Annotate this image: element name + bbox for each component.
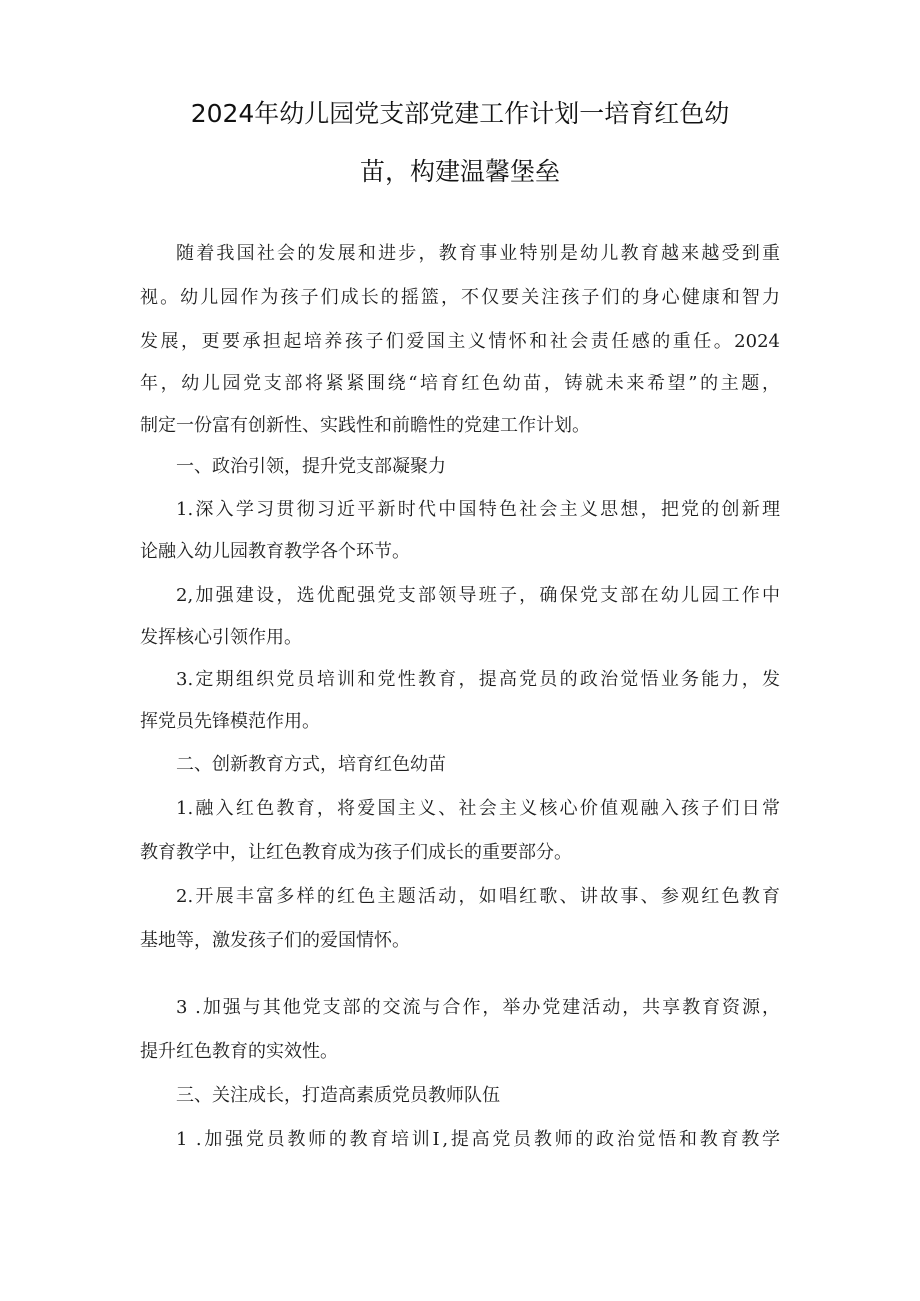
list-item-line: 发挥核心引领作用。 <box>140 627 302 648</box>
paragraph-line: 制定一份富有创新性、实践性和前瞻性的党建工作计划。 <box>140 415 590 436</box>
list-item-line: 3.定期组织党员培训和党性教育，提高党员的政治觉悟业务能力，发 <box>176 669 780 690</box>
list-item-line: 1 .加强党员教师的教育培训Ⅰ,提高党员教师的政治觉悟和教育教学 <box>176 1129 780 1150</box>
paragraph-line: 视。幼儿园作为孩子们成长的摇篮，不仅要关注孩子们的身心健康和智力 <box>140 287 780 308</box>
document-title-line-2: 苗，构建温馨堡垒 <box>359 157 560 186</box>
paragraph-line: 发展，更要承担起培养孩子们爱国主义情怀和社会责任感的重任。2024 <box>140 331 780 352</box>
section-heading: 二、创新教育方式，培育红色幼苗 <box>176 754 446 775</box>
section-heading: 三、关注成长，打造高素质党员教师队伍 <box>176 1085 500 1106</box>
list-item-line: 提升红色教育的实效性。 <box>140 1041 338 1062</box>
list-item-line: 1.深入学习贯彻习近平新时代中国特色社会主义思想，把党的创新理 <box>176 499 780 520</box>
list-item-line: 论融入幼儿园教育教学各个环节。 <box>140 541 410 562</box>
document-title-line-1: 2024年幼儿园党支部党建工作计划一培育红色幼 <box>190 99 730 128</box>
paragraph-line: 随着我国社会的发展和进步，教育事业特别是幼儿教育越来越受到重 <box>176 243 780 264</box>
list-item-line: 基地等，激发孩子们的爱国情怀。 <box>140 930 410 951</box>
list-item-line: 挥党员先锋模范作用。 <box>140 711 320 732</box>
list-item-line: 教育教学中，让红色教育成为孩子们成长的重要部分。 <box>140 842 572 863</box>
list-item-line: 3 .加强与其他党支部的交流与合作，举办党建活动，共享教育资源， <box>176 997 780 1018</box>
list-item-line: 2,加强建设，选优配强党支部领导班子，确保党支部在幼儿园工作中 <box>176 585 780 606</box>
paragraph-line: 年，幼儿园党支部将紧紧围绕“培育红色幼苗，铸就未来希望”的主题， <box>140 373 780 394</box>
list-item-line: 1.融入红色教育，将爱国主义、社会主义核心价值观融入孩子们日常 <box>176 798 780 819</box>
list-item-line: 2.开展丰富多样的红色主题活动，如唱红歌、讲故事、参观红色教育 <box>176 886 780 907</box>
section-heading: 一、政治引领，提升党支部凝聚力 <box>176 456 446 477</box>
